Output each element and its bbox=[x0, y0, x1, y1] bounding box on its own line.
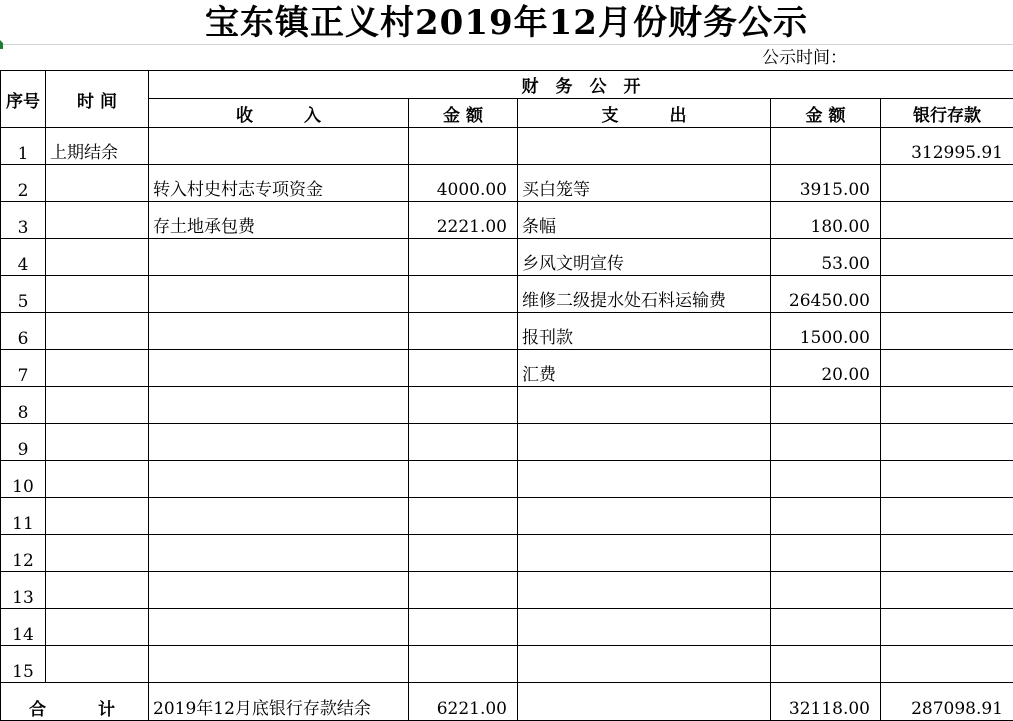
notice-time-label: 公示时间： bbox=[762, 48, 847, 68]
header-income[interactable]: 收 入 bbox=[149, 99, 409, 128]
table-row bbox=[1, 165, 1013, 202]
cell-time[interactable] bbox=[46, 387, 149, 424]
table-row bbox=[1, 313, 1013, 350]
cell-index[interactable]: 2 bbox=[1, 165, 46, 202]
cell-income[interactable]: 存土地承包费 bbox=[149, 202, 409, 239]
cell-expense-amount[interactable] bbox=[771, 609, 881, 646]
cell-index[interactable]: 14 bbox=[1, 609, 46, 646]
cell-index[interactable]: 11 bbox=[1, 498, 46, 535]
cell-index[interactable]: 3 bbox=[1, 202, 46, 239]
cell-time[interactable] bbox=[46, 276, 149, 313]
header-expense[interactable]: 支 出 bbox=[518, 99, 771, 128]
cell-index[interactable]: 5 bbox=[1, 276, 46, 313]
cell-time[interactable] bbox=[46, 313, 149, 350]
cell-income[interactable] bbox=[149, 424, 409, 461]
cell-expense[interactable] bbox=[518, 609, 771, 646]
cell-income[interactable] bbox=[149, 572, 409, 609]
cell-income-amount[interactable] bbox=[409, 276, 518, 313]
cell-expense[interactable] bbox=[518, 424, 771, 461]
cell-income-amount[interactable]: 4000.00 bbox=[409, 165, 518, 202]
cell-time[interactable] bbox=[46, 498, 149, 535]
cell-index[interactable]: 9 bbox=[1, 424, 46, 461]
table-row bbox=[1, 535, 1013, 572]
cell-bank-balance[interactable] bbox=[881, 535, 1013, 572]
cell-bank-balance[interactable] bbox=[881, 572, 1013, 609]
cell-time[interactable] bbox=[46, 239, 149, 276]
table-row bbox=[1, 350, 1013, 387]
cell-expense[interactable] bbox=[518, 498, 771, 535]
cell-income[interactable] bbox=[149, 239, 409, 276]
table-row bbox=[1, 128, 1013, 165]
cell-bank-balance[interactable] bbox=[881, 387, 1013, 424]
cell-expense-amount[interactable] bbox=[771, 387, 881, 424]
cell-expense[interactable] bbox=[518, 646, 771, 683]
cell-expense[interactable] bbox=[518, 387, 771, 424]
cell-total-expense[interactable] bbox=[518, 683, 771, 721]
cell-income[interactable] bbox=[149, 276, 409, 313]
cell-expense-amount[interactable] bbox=[771, 424, 881, 461]
cell-time[interactable]: 上期结余 bbox=[46, 128, 149, 165]
cell-time[interactable] bbox=[46, 165, 149, 202]
cell-bank-balance[interactable] bbox=[881, 202, 1013, 239]
cell-expense-amount[interactable] bbox=[771, 461, 881, 498]
cell-time[interactable] bbox=[46, 350, 149, 387]
cell-bank-balance[interactable] bbox=[881, 498, 1013, 535]
cell-expense-amount[interactable] bbox=[771, 572, 881, 609]
cell-bank-balance[interactable] bbox=[881, 424, 1013, 461]
cell-expense-amount[interactable]: 3915.00 bbox=[771, 165, 881, 202]
cell-income[interactable] bbox=[149, 535, 409, 572]
cell-income-amount[interactable] bbox=[409, 498, 518, 535]
cell-index[interactable]: 15 bbox=[1, 646, 46, 683]
total-row bbox=[1, 683, 1013, 721]
table-row bbox=[1, 239, 1013, 276]
cell-income[interactable] bbox=[149, 498, 409, 535]
cell-index[interactable]: 12 bbox=[1, 535, 46, 572]
cell-time[interactable] bbox=[46, 202, 149, 239]
cell-total-income[interactable]: 2019年12月底银行存款结余 bbox=[149, 683, 409, 721]
cell-expense[interactable]: 条幅 bbox=[518, 202, 771, 239]
cell-index[interactable]: 1 bbox=[1, 128, 46, 165]
cell-income-amount[interactable] bbox=[409, 535, 518, 572]
table-row bbox=[1, 387, 1013, 424]
cell-income-amount[interactable] bbox=[409, 350, 518, 387]
cell-expense[interactable]: 维修二级提水处石料运输费 bbox=[518, 276, 771, 313]
cell-comment-marker-icon bbox=[0, 40, 9, 49]
cell-expense-amount[interactable] bbox=[771, 128, 881, 165]
cell-income[interactable]: 转入村史村志专项资金 bbox=[149, 165, 409, 202]
cell-time[interactable] bbox=[46, 424, 149, 461]
table-row bbox=[1, 424, 1013, 461]
total-label-left: 合 bbox=[29, 695, 46, 720]
cell-income[interactable] bbox=[149, 387, 409, 424]
cell-expense-amount[interactable]: 20.00 bbox=[771, 350, 881, 387]
table-row bbox=[1, 461, 1013, 498]
cell-income-amount[interactable]: 2221.00 bbox=[409, 202, 518, 239]
table-row bbox=[1, 609, 1013, 646]
header-index[interactable]: 序号 bbox=[1, 71, 46, 128]
cell-expense-amount[interactable]: 1500.00 bbox=[771, 313, 881, 350]
cell-income-amount[interactable] bbox=[409, 239, 518, 276]
sheet-gridline bbox=[0, 44, 1013, 45]
cell-index[interactable]: 7 bbox=[1, 350, 46, 387]
cell-total-income-amount[interactable]: 6221.00 bbox=[409, 683, 518, 721]
cell-expense[interactable]: 报刊款 bbox=[518, 313, 771, 350]
cell-income-amount[interactable] bbox=[409, 461, 518, 498]
cell-bank-balance[interactable] bbox=[881, 165, 1013, 202]
cell-income[interactable] bbox=[149, 313, 409, 350]
table-row bbox=[1, 202, 1013, 239]
page-title: 宝东镇正义村2019年12月份财务公示 bbox=[0, 0, 1013, 44]
cell-total-bank-balance[interactable]: 287098.91 bbox=[881, 683, 1013, 721]
cell-income[interactable] bbox=[149, 646, 409, 683]
cell-bank-balance[interactable] bbox=[881, 276, 1013, 313]
cell-expense-amount[interactable] bbox=[771, 646, 881, 683]
cell-bank-balance[interactable]: 312995.91 bbox=[881, 128, 1013, 165]
cell-index[interactable]: 4 bbox=[1, 239, 46, 276]
cell-income-amount[interactable] bbox=[409, 424, 518, 461]
cell-income[interactable] bbox=[149, 128, 409, 165]
cell-bank-balance[interactable] bbox=[881, 646, 1013, 683]
cell-expense-amount[interactable] bbox=[771, 535, 881, 572]
cell-income-amount[interactable] bbox=[409, 128, 518, 165]
cell-expense-amount[interactable]: 180.00 bbox=[771, 202, 881, 239]
finance-table bbox=[0, 70, 1013, 721]
cell-income-amount[interactable] bbox=[409, 572, 518, 609]
table-row bbox=[1, 646, 1013, 683]
cell-bank-balance[interactable] bbox=[881, 239, 1013, 276]
cell-expense[interactable]: 乡风文明宣传 bbox=[518, 239, 771, 276]
cell-expense[interactable] bbox=[518, 572, 771, 609]
cell-time[interactable] bbox=[46, 535, 149, 572]
header-row-sub bbox=[1, 99, 1013, 128]
cell-bank-balance[interactable] bbox=[881, 461, 1013, 498]
cell-total-label[interactable] bbox=[1, 683, 149, 721]
cell-expense[interactable] bbox=[518, 461, 771, 498]
cell-index[interactable]: 8 bbox=[1, 387, 46, 424]
cell-income[interactable] bbox=[149, 609, 409, 646]
cell-expense[interactable] bbox=[518, 128, 771, 165]
cell-income-amount[interactable] bbox=[409, 387, 518, 424]
cell-expense[interactable]: 买白笼等 bbox=[518, 165, 771, 202]
cell-bank-balance[interactable] bbox=[881, 313, 1013, 350]
cell-index[interactable]: 13 bbox=[1, 572, 46, 609]
cell-bank-balance[interactable] bbox=[881, 609, 1013, 646]
cell-expense[interactable]: 汇费 bbox=[518, 350, 771, 387]
cell-income[interactable] bbox=[149, 350, 409, 387]
cell-expense[interactable] bbox=[518, 535, 771, 572]
cell-time[interactable] bbox=[46, 572, 149, 609]
header-finance-group[interactable]: 财 务 公 开 bbox=[149, 71, 1013, 99]
header-expense-amount[interactable]: 金 额 bbox=[771, 99, 881, 128]
header-income-amount[interactable]: 金 额 bbox=[409, 99, 518, 128]
cell-index[interactable]: 10 bbox=[1, 461, 46, 498]
table-row bbox=[1, 498, 1013, 535]
cell-expense-amount[interactable]: 53.00 bbox=[771, 239, 881, 276]
total-label-right: 计 bbox=[98, 695, 115, 720]
table-row bbox=[1, 276, 1013, 313]
table-row bbox=[1, 572, 1013, 609]
cell-time[interactable] bbox=[46, 609, 149, 646]
cell-income-amount[interactable] bbox=[409, 609, 518, 646]
cell-total-expense-amount[interactable]: 32118.00 bbox=[771, 683, 881, 721]
cell-income-amount[interactable] bbox=[409, 646, 518, 683]
cell-time[interactable] bbox=[46, 461, 149, 498]
cell-income-amount[interactable] bbox=[409, 313, 518, 350]
cell-expense-amount[interactable] bbox=[771, 498, 881, 535]
header-bank-balance[interactable]: 银行存款 bbox=[881, 99, 1013, 128]
cell-income[interactable] bbox=[149, 461, 409, 498]
header-time[interactable]: 时 间 bbox=[46, 71, 149, 128]
cell-expense-amount[interactable]: 26450.00 bbox=[771, 276, 881, 313]
cell-index[interactable]: 6 bbox=[1, 313, 46, 350]
cell-bank-balance[interactable] bbox=[881, 350, 1013, 387]
cell-time[interactable] bbox=[46, 646, 149, 683]
header-row-top bbox=[1, 71, 1013, 99]
